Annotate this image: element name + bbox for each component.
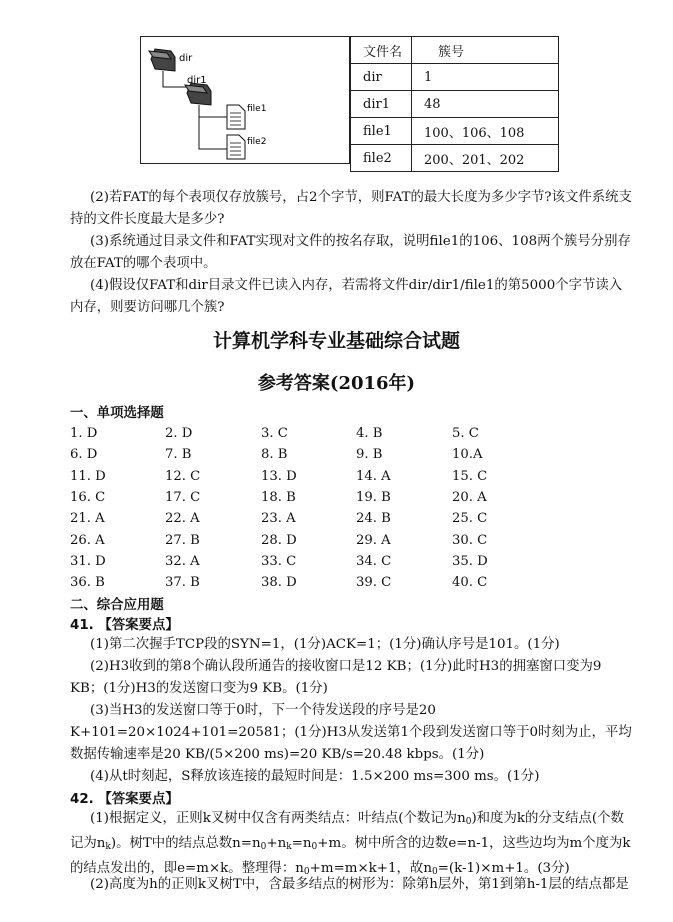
answer-item: 24. B <box>356 511 391 527</box>
answer-item: 32. A <box>165 553 200 569</box>
question-3: (3)系统通过目录文件和FAT实现对文件的按名存取，说明file1的106、108两个簇号分别存放在FAT的哪个表项中。 <box>70 234 631 271</box>
dir1-folder-icon <box>185 83 211 105</box>
answer-item: 25. C <box>452 511 488 527</box>
answer-item: 7. B <box>165 447 192 463</box>
answer-row <box>70 447 630 468</box>
table-cell: 1 <box>412 64 559 91</box>
answer-item: 15. C <box>452 468 488 484</box>
question-42-heading: 42. 【答案要点】 <box>70 792 179 807</box>
answer-item: 2. D <box>165 426 193 441</box>
answer-item: 6. D <box>70 447 98 463</box>
table-header-row <box>351 37 559 64</box>
answer-item: 18. B <box>261 489 296 505</box>
answer-row <box>70 554 630 575</box>
answer-item: 4. B <box>356 426 383 441</box>
dir-folder-icon <box>149 49 175 71</box>
answer-item: 12. C <box>165 468 201 484</box>
answer-item: 36. B <box>70 575 105 591</box>
table-cell: file1 <box>351 118 412 145</box>
answer-item: 13. D <box>261 468 297 484</box>
table-header-cell: 文件名 <box>351 37 412 64</box>
answer-item: 11. D <box>70 468 106 484</box>
answer-item: 34. C <box>356 553 392 569</box>
answer-item: 27. B <box>165 532 200 548</box>
answer-item: 21. A <box>70 511 105 527</box>
answer-item: 16. C <box>70 489 106 505</box>
table-cell: 100、106、108 <box>412 118 559 145</box>
answer-item: 39. C <box>356 575 392 591</box>
section-heading-application: 二、综合应用题 <box>70 598 164 613</box>
answer-item: 30. C <box>452 532 488 548</box>
answer-item: 37. B <box>165 575 200 591</box>
file2-label: file2 <box>247 137 267 147</box>
file-cluster-table <box>350 36 559 172</box>
answer-row <box>70 426 630 447</box>
answer-item: 9. B <box>356 447 383 463</box>
dir-label: dir <box>179 53 193 64</box>
page-title: 计算机学科专业基础综合试题 <box>212 330 460 352</box>
directory-tree-diagram <box>141 37 349 163</box>
answer-item: 35. D <box>452 553 488 569</box>
answer-item: 5. C <box>452 426 479 441</box>
table-row <box>351 91 559 118</box>
answer-item: 31. D <box>70 553 106 569</box>
answer-item: 22. A <box>165 511 200 527</box>
table-cell: 200、201、202 <box>412 145 559 172</box>
answer-item: 29. A <box>356 532 391 548</box>
answer-row <box>70 575 630 596</box>
table-row <box>351 118 559 145</box>
answer-item: 8. B <box>261 447 288 463</box>
question-2: (2)若FAT的每个表项仅存放簇号，占2个字节，则FAT的最大长度为多少字节?该文件系统支持的文件长度最大是多少? <box>70 190 632 227</box>
table-row <box>351 64 559 91</box>
answer-42-part-2: (2)高度为h的正则k叉树T中，含最多结点的树形为：除第h层外，第1到第h-1层的结点都是 <box>90 877 629 892</box>
question-4: (4)假设仅FAT和dir目录文件已读入内存，若需将文件dir/dir1/file1的第5000个字节读入内存，则要访问哪几个簇? <box>70 278 623 315</box>
answer-item: 33. C <box>261 553 297 569</box>
answer-42-part-1: (1)根据定义，正则k叉树中仅含有两类结点：叶结点(个数记为$n_0$)和度为k的分支结点(个数记为$n_k$)。树T中的结点总数$n=n_0+n_k=n_0+m$。树中所含的边数e=n-1，这些边均为m个度为k的结点发出的，即e=m×k。整理得：$n_0+m=m\times k+1$，故$n_0=(k-1)\times m+1$。(3分) <box>70 811 631 877</box>
answer-item: 14. A <box>356 468 391 484</box>
answer-item: 20. A <box>452 489 487 505</box>
file2-icon <box>227 135 245 159</box>
directory-tree-figure <box>140 36 350 164</box>
section-heading-choice: 一、单项选择题 <box>70 406 164 421</box>
answer-row <box>70 511 630 532</box>
answer-item: 40. C <box>452 575 488 591</box>
answer-41-part-3: (3)当H3的发送窗口等于0时，下一个待发送段的序号是20 K+101=20×1024+101=20581；(1分)H3从发送第1个段到发送窗口等于0时刻为止，平均数据传输速率是20 KB/(5×200 ms)=20 KB/s=20.48 kbps。(1分) <box>70 703 632 762</box>
table-cell: dir <box>351 64 412 91</box>
answer-row <box>70 490 630 511</box>
answer-item: 28. D <box>261 532 297 548</box>
dir1-label: dir1 <box>187 75 207 86</box>
answer-row <box>70 469 630 490</box>
answer-item: 10.A <box>452 447 483 463</box>
file1-label: file1 <box>247 104 267 114</box>
answer-41-part-4: (4)从t时刻起，S释放该连接的最短时间是：1.5×200 ms=300 ms。(1分) <box>90 769 540 784</box>
answer-item: 23. A <box>261 511 296 527</box>
table-header-cell: 簇号 <box>412 37 559 64</box>
page-subtitle: 参考答案(2016年) <box>257 373 416 394</box>
table-cell: file2 <box>351 145 412 172</box>
question-41-heading: 41. 【答案要点】 <box>70 618 179 633</box>
table-cell: dir1 <box>351 91 412 118</box>
table-cell: 48 <box>412 91 559 118</box>
answer-item: 19. B <box>356 489 391 505</box>
file1-icon <box>227 105 245 129</box>
answer-41-part-2: (2)H3收到的第8个确认段所通告的接收窗口是12 KB；(1分)此时H3的拥塞窗口变为9 KB；(1分)H3的发送窗口变为9 KB。(1分) <box>70 659 602 696</box>
answer-item: 26. A <box>70 532 105 548</box>
table-row <box>351 145 559 172</box>
answer-item: 17. C <box>165 489 201 505</box>
answer-row <box>70 533 630 554</box>
answer-item: 38. D <box>261 575 297 591</box>
answer-item: 1. D <box>70 426 98 441</box>
answer-41-part-1: (1)第二次握手TCP段的SYN=1，(1分)ACK=1；(1分)确认序号是101。(1分) <box>90 637 560 652</box>
answer-item: 3. C <box>261 426 288 441</box>
